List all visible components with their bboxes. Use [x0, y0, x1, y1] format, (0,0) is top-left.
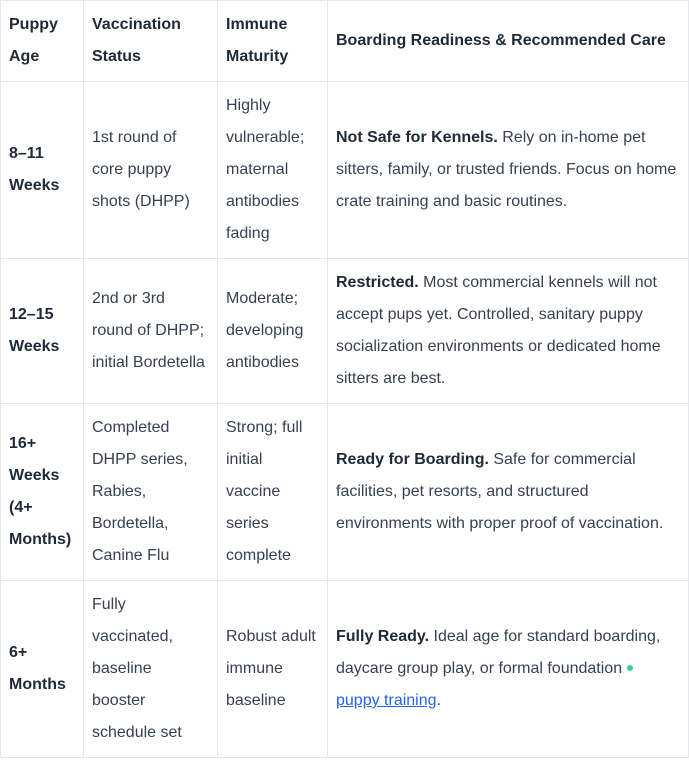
age-cell: 12–15 Weeks [1, 259, 84, 404]
vaccination-cell: 2nd or 3rd round of DHPP; initial Bordetella [84, 259, 218, 404]
header-boarding-readiness: Boarding Readiness & Recommended Care [328, 1, 689, 82]
readiness-description: Safe for commercial facilities, pet resorts, and structured environments with proper proof of vaccination. [336, 451, 664, 532]
readiness-description: Most commercial kennels will not accept pups yet. Controlled, sanitary puppy socialization environments or dedicated home sitters are best. [336, 274, 661, 387]
table-row [1, 404, 689, 581]
immune-cell: Strong; full initial vaccine series complete [218, 404, 328, 581]
immune-cell: Robust adult immune baseline [218, 581, 328, 758]
table-row [1, 259, 689, 404]
readiness-cell [328, 82, 689, 259]
header-immune-maturity: Immune Maturity [218, 1, 328, 82]
readiness-description: Ideal age for standard boarding, daycare group play, or formal foundation [336, 628, 661, 677]
readiness-label: Fully Ready. [336, 628, 430, 645]
readiness-label: Not Safe for Kennels. [336, 129, 498, 146]
header-vaccination-status: Vaccination Status [84, 1, 218, 82]
header-puppy-age: Puppy Age [1, 1, 84, 82]
age-cell: 6+ Months [1, 581, 84, 758]
readiness-label: Ready for Boarding. [336, 451, 489, 468]
vaccination-cell: Completed DHPP series, Rabies, Bordetella, Canine Flu [84, 404, 218, 581]
link-dot-icon [627, 665, 633, 671]
readiness-label: Restricted. [336, 274, 419, 291]
readiness-cell [328, 581, 689, 758]
readiness-cell [328, 404, 689, 581]
vaccination-cell: 1st round of core puppy shots (DHPP) [84, 82, 218, 259]
puppy-training-link[interactable]: puppy training [336, 692, 437, 709]
age-cell: 16+ Weeks (4+ Months) [1, 404, 84, 581]
immune-cell: Moderate; developing antibodies [218, 259, 328, 404]
table-row [1, 581, 689, 758]
immune-cell: Highly vulnerable; maternal antibodies fading [218, 82, 328, 259]
header-row [1, 1, 689, 82]
readiness-description: Rely on in-home pet sitters, family, or trusted friends. Focus on home crate training and basic routines. [336, 129, 677, 210]
table-row [1, 82, 689, 259]
readiness-cell [328, 259, 689, 404]
table-body [1, 82, 689, 758]
age-cell: 8–11 Weeks [1, 82, 84, 259]
readiness-period: . [436, 692, 441, 709]
table-header [1, 1, 689, 82]
vaccination-cell: Fully vaccinated, baseline booster schedule set [84, 581, 218, 758]
